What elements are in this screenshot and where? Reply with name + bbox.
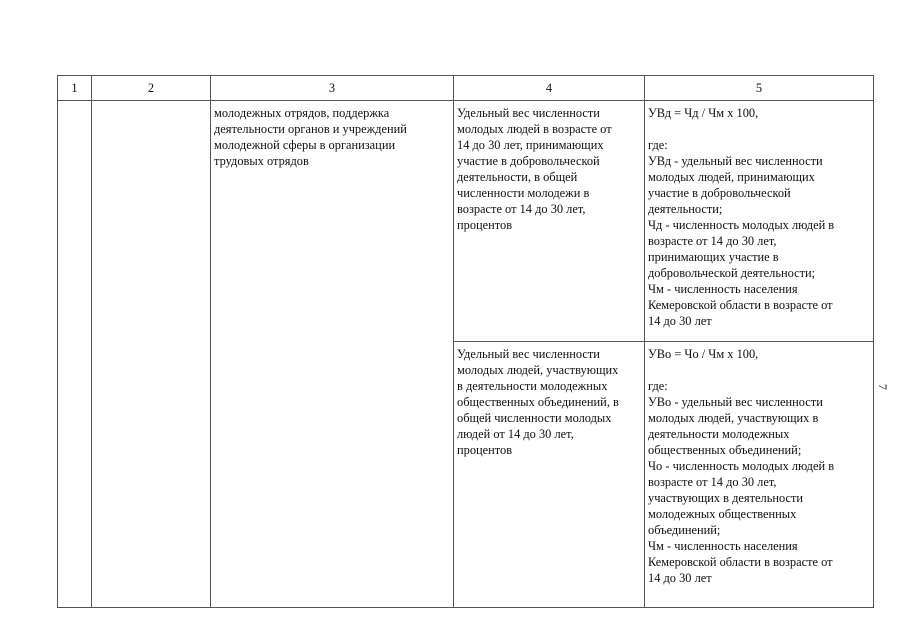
table-row [58,101,874,342]
column-header-5: 5 [645,76,874,101]
column-3-cell [211,101,454,608]
indicators-table [57,75,874,608]
formula-cell [645,342,874,608]
column-1-cell [58,101,92,608]
page-number: 7 [876,384,890,390]
column-2-cell [92,101,211,608]
column-header-2: 2 [92,76,211,101]
column-header-4: 4 [454,76,645,101]
indicator-associations-text: Удельный вес численности молодых людей, участвующих в деятельности молодежных общественных объединений, в общей численности молодых людей от 14 до 30 лет, процентов [457,347,619,457]
activity-description: молодежных отрядов, поддержка деятельности органов и учреждений молодежной сферы в организации трудовых отрядов [214,106,407,168]
column-header-3: 3 [211,76,454,101]
indicator-volunteer-text: Удельный вес численности молодых людей в возрасте от 14 до 30 лет, принимающих участие в добровольческой деятельности, в общей численности молодежи в возрасте от 14 до 30 лет, процентов [457,106,612,232]
indicator-cell [454,342,645,608]
column-header-1: 1 [58,76,92,101]
formula-associations-text: УВо = Чо / Чм х 100, где: УВо - удельный вес численности молодых людей, участвующих в деятельности молодежных общественных объединений; Чо - численность молодых людей в возрасте от 14 до 30 лет, участвующих в деятельности молодежных общественных объединений; Чм - численность населения Кемеровской области в возрасте от 14 до 30 лет [648,347,835,585]
formula-volunteer-text: УВд = Чд / Чм х 100, где: УВд - удельный вес численности молодых людей, принимающих участие в добровольческой деятельности; Чд - численность молодых людей в возрасте от 14 до 30 лет, принимающих участие в добровольческой деятельности; Чм - численность населения Кемеровской области в возрасте от 14 до 30 лет [648,106,835,328]
indicator-cell [454,101,645,342]
formula-cell [645,101,874,342]
table-header-row [58,76,874,101]
